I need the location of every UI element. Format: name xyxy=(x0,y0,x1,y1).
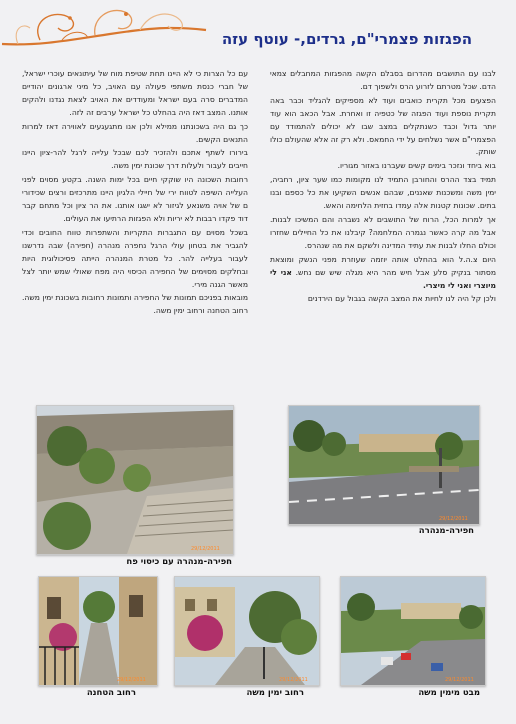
photo-caption: חפירה-מנהרה xyxy=(418,526,474,536)
paragraph: בירורו לשתף אתכם ולהזכיר לכם שבכל עלייה לרגל להר-ציון היינו חייבים לעבור ולעלות דרך שכונת ימין משה. xyxy=(22,148,248,171)
photo-date-stamp: 29/12/2011 xyxy=(439,516,468,522)
paragraph: כך גם היה בשכונתנו ממילא ולכן אנו מתגעגעים לאווירה דאז למרות התנאים הקשים. xyxy=(22,121,248,144)
paragraph xyxy=(270,254,496,293)
paragraph: בשכל מסוים עם התגברות התקריות והשתפרות טווח החובים וכדי להגביר את בטחון עולי הרגל נחפרה מנהרה (חפירה) שבה נדרשנו לעבור בעלייה להר. כל מטרת המנהרה הייתה פסיכולוגית היות ובחלקים מסוימים של החפירה הכיסוי היה מפח שאולי שמש יותר לצל מאשר הגנה מירי. xyxy=(22,227,248,289)
photo-date-stamp: 29/12/2011 xyxy=(117,677,146,683)
photo-date-stamp: 29/12/2011 xyxy=(279,677,308,683)
alley-image xyxy=(39,577,157,685)
paragraph: בוא ביחד ונזכר בימים קשים שעברנו באזור מגוריו. xyxy=(337,161,496,171)
photo-caption: חפירה-מנהרה עם כיסוי פח xyxy=(126,557,232,567)
paragraph: מובאות בפניכם תמונות של החפירה ותמונות רחובות בשכונת ימין משה. רחוב הטחנה ורחוב ימין משה. xyxy=(22,293,248,316)
photo-yemin-moshe-street xyxy=(174,576,320,686)
photo-stone-steps xyxy=(36,405,234,555)
stone-steps-image xyxy=(37,406,233,554)
photo-caption: רחוב הטחנה xyxy=(86,688,136,698)
photo-tunnel xyxy=(288,405,480,525)
photo-hatachana-street xyxy=(38,576,158,686)
street-image xyxy=(175,577,319,685)
photo-view xyxy=(340,576,486,686)
paragraph: לבנו עם התושבים מהדרום בסבלם הקשה מהפגזות המחבלים צמאי הדם. שכל מטרתם לזרוע הרס ולשפוך דם. xyxy=(270,69,496,91)
paragraph: תמיד בצד ההרס והחורבן התמיד לנו מקומות כמו שער ציון, רחביה, ימין משה ומשכנות שאננים, שבהם אנשים השקיעו את כל כספם ובנו בתים. שכונות קטנות אלה עמדו בחזית הלחימה והאש. xyxy=(270,175,496,211)
photo-date-stamp: 29/12/2011 xyxy=(191,546,220,552)
photo-caption: מבט מימין משה xyxy=(418,688,480,698)
paragraph: אך למרות הכל, הרוח של התושבים לא נשברה והם המשיכו לבנות. אבל מה קרה כאשר נגמרה המלחמה? קיבלנו את כל החיילים שחזרו וכולם החלו לבנות את עתיד המדינה ולשקם את מה שנהרס. xyxy=(270,214,496,250)
left-text-column xyxy=(22,68,248,319)
paragraph: הפצעים מכל תקרית כואבים ועוד לא מספיקים להגליד וכבר באה תקרית נוספת ועוד הפגזה של כטפיה זו ואחרת. אבל הכאב הוא עוד יותר גדול וכבד כשנתקלים במצב שבו לא יכולים להתמודד עם הפצמרי"ם אשר נשלחים על ידי החמאס. ולא רק זה אלא שהעולם כולו שותק. xyxy=(270,95,496,157)
paragraph-text: היום צ.ה.ל הוא בהחלט אותה יוזמה שעוזרת מפני הנשק ומוצאת מסתור בנקיק סלע אבל חיש מהר היא מגלה שיש שם נחש. xyxy=(270,254,496,277)
paragraph: עם כל הצרות כי לא היינו תחת שטיפת מוח של עיתונאים עוכרי ישראל, של חברי כנסת משתפי פעולה עם האויב, כל מיני ארגונים יהודיים המדברים סרה בעם ישראל ומעודדים את האויב לצאת נגדנו ולהקים אותנו. המצב דאז היה בהחלט כל ישראל ערבים זה לזה. xyxy=(22,69,248,117)
view-image xyxy=(341,577,485,685)
photo-caption: רחוב ימין משה xyxy=(246,688,304,698)
swirl-ornament-icon xyxy=(0,0,210,56)
street-photo-image xyxy=(289,406,479,524)
paragraph: ולכן קל היה לנו לחיות את המצב הקשה בגבול עם הירדנים xyxy=(307,294,496,304)
bold-quote: אני לי מיוצרי ואני לי מיצרי. xyxy=(270,267,496,290)
right-text-column xyxy=(270,68,496,307)
page-title: הפגזות פצמרי"ם, גרדים,- עוטף עזה xyxy=(221,30,472,48)
paragraph: רחובות השכונה היו שוקקי חיים בכל ימות השנה. בקטע מסוים לפני העלייה השיפה לטווח ירי של חיילי הלגיון היינו מתרכזים ורצים שכידורי ם של אויה משנאע לגיזור לא ישגו אותנו. את הר ציון וכל מתחם קבר דוד פקדו רבבות לא יריות ולא הפגזות הרתיעו את העולים. xyxy=(22,175,248,223)
photo-date-stamp: 29/12/2011 xyxy=(445,677,474,683)
